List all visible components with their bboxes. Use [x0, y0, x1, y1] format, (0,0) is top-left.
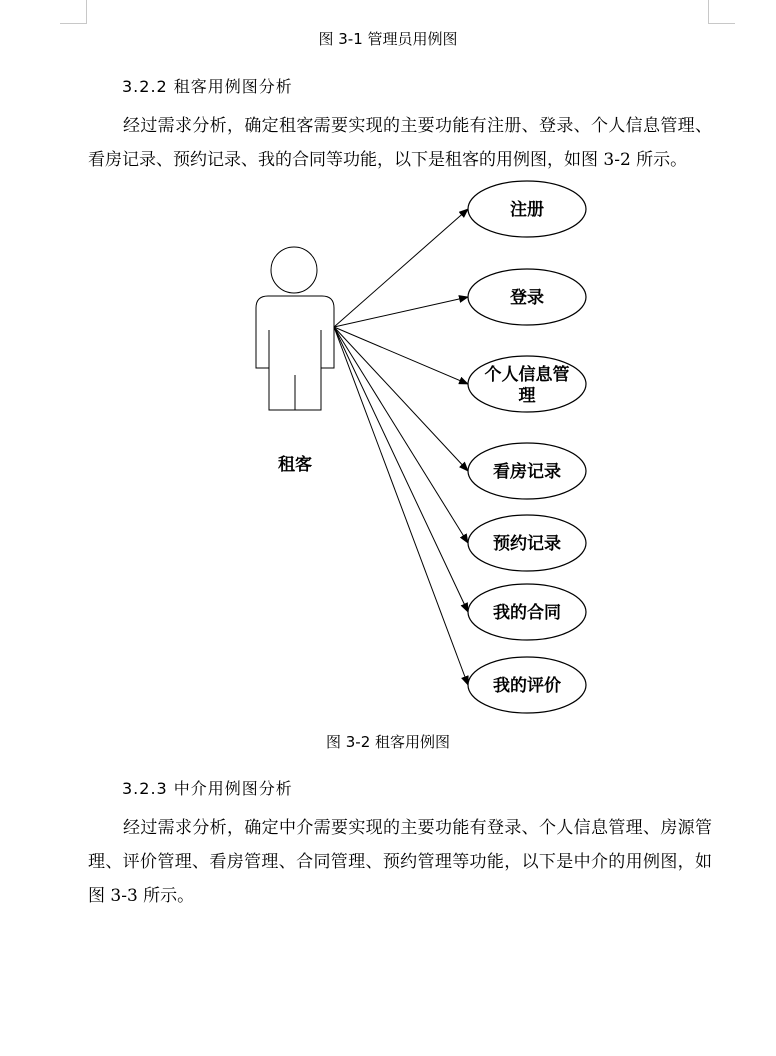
figure-3-2-caption: 图 3-2 租客用例图 [325, 733, 451, 751]
section-3-2-3-paragraph: 经过需求分析，确定中介需要实现的主要功能有登录、个人信息管理、房源管理、评价管理、看房管理、合同管理、预约管理等功能，以下是中介的用例图，如图 3-3 所示。 [88, 818, 712, 906]
section-3-2-2-heading: 3.2.2 租客用例图分析 [122, 77, 293, 96]
association-arrow [334, 327, 468, 471]
use-case-node [468, 356, 586, 412]
association-arrow [334, 327, 468, 543]
use-case-label: 预约记录 [493, 534, 561, 554]
section-3-2-3-heading: 3.2.3 中介用例图分析 [122, 779, 293, 798]
association-arrow [334, 297, 468, 327]
use-case-node [468, 584, 586, 640]
use-case-label-line2: 理 [518, 386, 536, 406]
actor-figure-icon [256, 247, 334, 410]
use-case-label: 我的合同 [493, 603, 561, 623]
association-arrow [334, 327, 468, 612]
use-case-label: 登录 [510, 288, 544, 308]
use-case-label: 看房记录 [493, 462, 561, 482]
association-arrow [334, 209, 468, 327]
use-case-node [468, 657, 586, 713]
use-case-label: 注册 [510, 200, 544, 220]
use-case-label: 我的评价 [493, 676, 561, 696]
use-case-node [468, 515, 586, 571]
section-3-2-2-paragraph: 经过需求分析，确定租客需要实现的主要功能有注册、登录、个人信息管理、看房记录、预约记录、我的合同等功能，以下是租客的用例图，如图 3-2 所示。 [88, 116, 712, 170]
use-case-node [468, 443, 586, 499]
figure-3-1-caption: 图 3-1 管理员用例图 [318, 30, 458, 48]
association-arrow [334, 327, 468, 685]
association-arrow [334, 327, 468, 384]
use-case-node [468, 181, 586, 237]
use-case-label: 个人信息管 [484, 365, 570, 385]
use-case-node [468, 269, 586, 325]
actor-label: 租客 [278, 455, 312, 475]
